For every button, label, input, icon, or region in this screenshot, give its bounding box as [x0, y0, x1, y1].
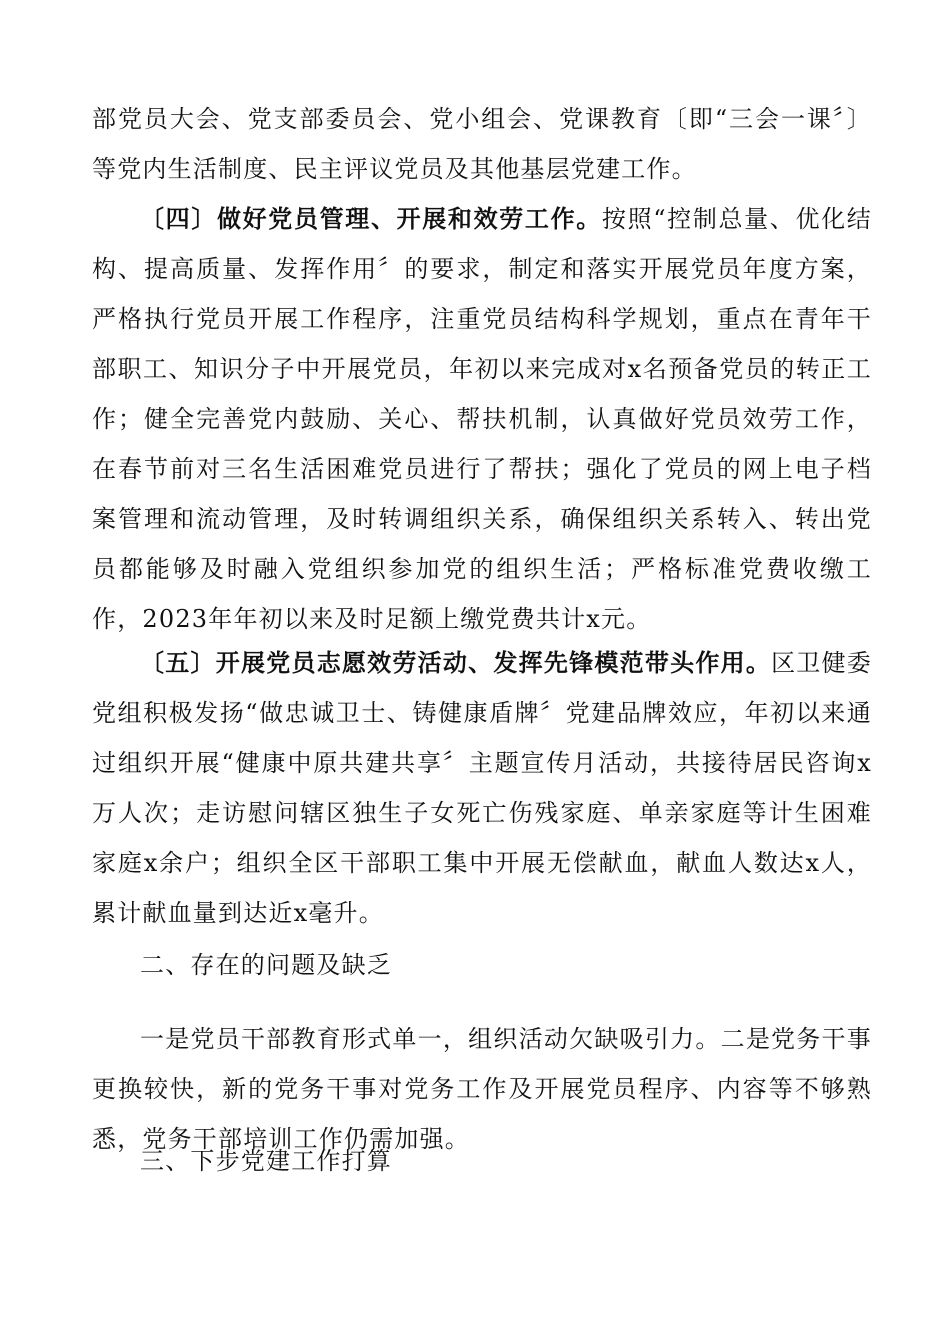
- paragraph-volunteer-service-lead: 〔五〕开展党员志愿效劳活动、发挥先锋模范带头作用。: [140, 649, 772, 677]
- section-heading-problems: 二、存在的问题及缺乏: [140, 951, 392, 979]
- section-heading-next-steps: 三、下步党建工作打算: [140, 1147, 392, 1175]
- paragraph-volunteer-service: [92, 638, 872, 938]
- paragraph-volunteer-service-body: 区卫健委党组积极发扬“做忠诚卫士、铸健康盾牌〞党建品牌效应，年初以来通过组织开展“健康中原共建共享〞主题宣传月活动，共接待居民咨询x万人次；走访慰问辖区独生子女死亡伤残家庭、单亲家庭等计生困难家庭x余户；组织全区干部职工集中开展无偿献血，献血人数达x人，累计献血量到达近x毫升。: [92, 649, 872, 927]
- paragraph-continuation: 部党员大会、党支部委员会、党小组会、党课教育〔即“三会一课〞〕等党内生活制度、民主评议党员及其他基层党建工作。: [92, 105, 872, 183]
- paragraph-member-management: [92, 194, 872, 644]
- paragraph-member-management-lead: 〔四〕做好党员管理、开展和效劳工作。: [140, 205, 602, 233]
- paragraph-member-management-body: 按照“控制总量、优化结构、提高质量、发挥作用〞的要求，制定和落实开展党员年度方案，严格执行党员开展工作程序，注重党员结构科学规划，重点在青年干部职工、知识分子中开展党员，年初以来完成对x名预备党员的转正工作；健全完善党内鼓励、关心、帮扶机制，认真做好党员效劳工作，在春节前对三名生活困难党员进行了帮扶；强化了党员的网上电子档案管理和流动管理，及时转调组织关系，确保组织关系转入、转出党员都能够及时融入党组织参加党的组织生活；严格标准党费收缴工作，2023年年初以来及时足额上缴党费共计x元。: [92, 205, 872, 633]
- paragraph-problems: 一是党员干部教育形式单一，组织活动欠缺吸引力。二是党务干事更换较快，新的党务干事对党务工作及开展党员程序、内容等不够熟悉，党务干部培训工作仍需加强。: [92, 1025, 872, 1153]
